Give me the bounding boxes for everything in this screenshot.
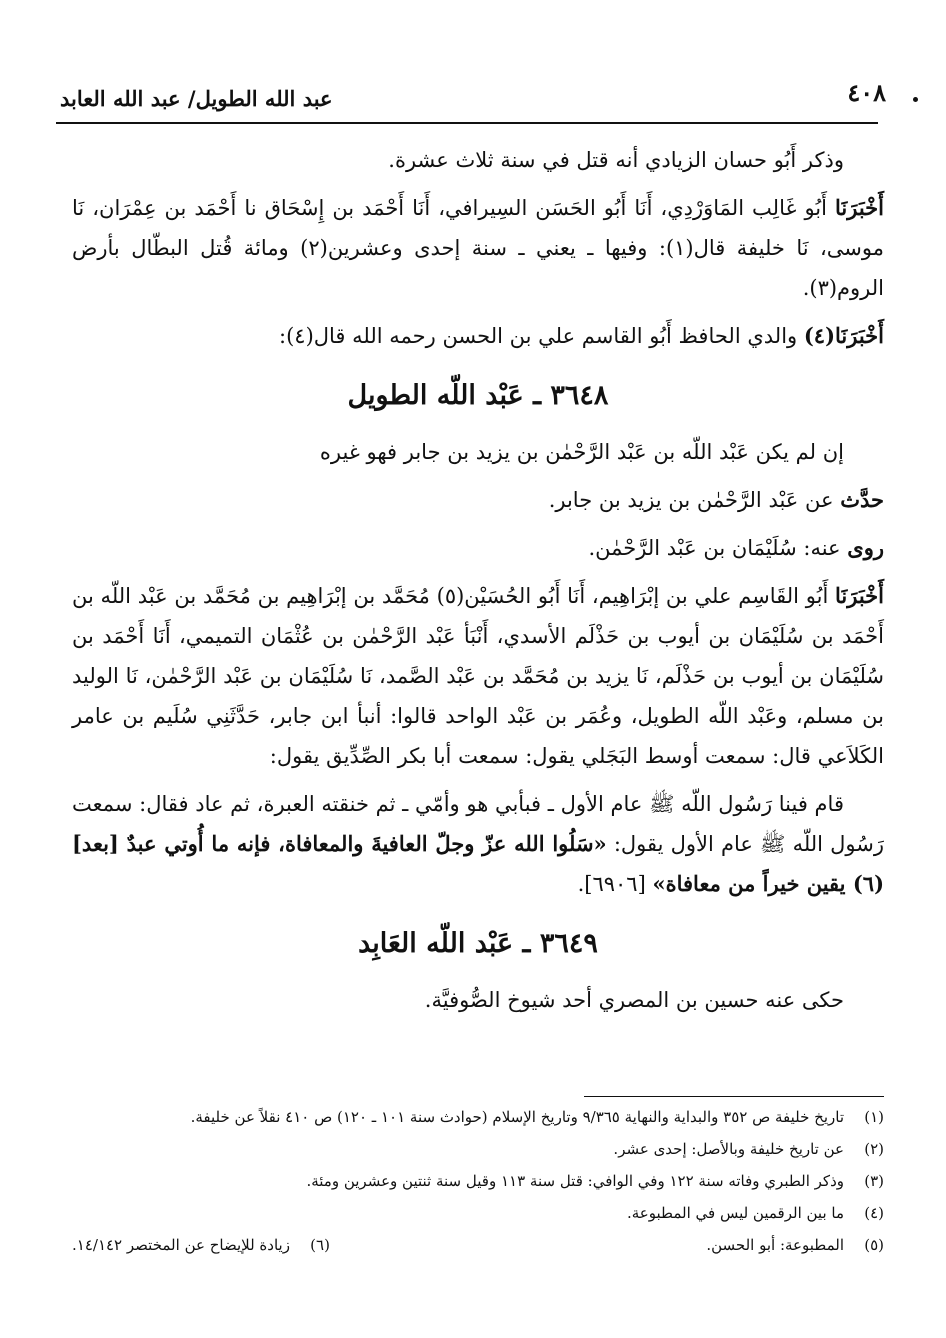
footnote-4 xyxy=(72,1200,884,1226)
paragraph-1: وذكر أَبُو حسان الزيادي أنه قتل في سنة ثلاث عشرة. xyxy=(388,148,844,172)
paragraph-3-text: والدي الحافظ أَبُو القاسم علي بن الحسن رحمه الله قال(٤): xyxy=(279,324,798,348)
footnote-number: (٤) xyxy=(864,1204,884,1222)
footnote-5 xyxy=(706,1232,884,1258)
footnote-text: وذكر الطبري وفاته سنة ١٢٢ وفي الوافي: قتل سنة ١١٣ وقيل سنة ثنتين وعشرين ومئة. xyxy=(306,1172,844,1190)
footnotes xyxy=(72,1104,884,1264)
margin-dot xyxy=(913,97,918,102)
paragraph-6 xyxy=(72,528,884,568)
footnote-number: (٦) xyxy=(310,1236,330,1254)
entry-heading-3648: ٣٦٤٨ ـ عَبْد اللّه الطويل xyxy=(347,380,609,411)
paragraph-8 xyxy=(72,784,884,904)
paragraph-5-text: عن عَبْد الرَّحْمٰن بن يزيد بن جابر. xyxy=(548,488,834,512)
footnote-number: (٥) xyxy=(864,1236,884,1254)
footnote-text: المطبوعة: أبو الحسن. xyxy=(706,1236,844,1254)
footnote-text: زيادة للإيضاح عن المختصر ١٤/١٤٢. xyxy=(72,1236,290,1254)
footnote-text: ما بين الرقمين ليس في المطبوعة. xyxy=(626,1204,844,1222)
paragraph-7-text: أَبُو القَاسِم علي بن إبْرَاهِيم، أَنَا أَبُو الحُسَيْن(٥) مُحَمَّد بن إبْرَاهِيم بن مُحَمَّد بن عَبْد اللّه بن أَحْمَد بن سُلَيْمَان بن أيوب بن حَذْلَم الأسدي، أَنْبَأ عَبْد الرَّحْمٰن بن عُثْمَان التميمي، أَنَا أَحْمَد بن سُلَيْمَان بن أيوب بن حَذْلَم، نَا يزيد بن مُحَمَّد بن عَبْد الصَّمد، نَا سُلَيْمَان بن عَبْد الرَّحْمٰن، نَا الوليد بن مسلم، وعَبْد اللّه الطويل، وعُمَر بن عَبْد الواحد قالوا: أنبأ ابن جابر، حَدَّثَنِي سُلَيم بن عامر الكَلاَعي قال: سمعت أوسط البَجَلي يقول: سمعت أبا بكر الصِّدِّيق يقول: xyxy=(72,584,884,768)
page-header xyxy=(60,78,886,118)
main-text xyxy=(72,140,884,1028)
footnote-rule xyxy=(584,1096,884,1097)
paragraph-3 xyxy=(72,316,884,356)
page-number: ٤٠٨ xyxy=(847,78,886,107)
paragraph-2-text: أَبُو غَالِب المَاوَرْدِي، أَنَا أَبُو الحَسَن السِيرافي، أَنَا أَحْمَد بن إِسْحَاق نا أَحْمَد بن عِمْرَان، نَا موسى، نَا خليفة قال(١): وفيها ـ يعني ـ سنة إحدى وعشرين(٢) ومائة قُتل البطّال بأرض الروم(٣). xyxy=(72,196,884,300)
header-rule xyxy=(56,122,878,124)
footnote-2 xyxy=(72,1136,884,1162)
paragraph-6-text: عنه: سُلَيْمَان بن عَبْد الرَّحْمٰن. xyxy=(588,536,841,560)
keyword-akhbarana: أَخْبَرَنَا xyxy=(835,583,884,608)
paragraph-4: إن لم يكن عَبْد اللّه بن عَبْد الرَّحْمٰن بن يزيد بن جابر فهو غيره xyxy=(319,440,844,464)
footnote-number: (١) xyxy=(864,1108,884,1126)
paragraph-9: حكى عنه حسين بن المصري أحد شيوخ الصُّوفيَّة. xyxy=(424,988,844,1012)
footnote-1 xyxy=(72,1104,884,1130)
footnote-row-5-6 xyxy=(72,1232,884,1264)
paragraph-7 xyxy=(72,576,884,776)
footnote-text: عن تاريخ خليفة وبالأصل: إحدى عشر. xyxy=(613,1140,844,1158)
footnote-3 xyxy=(72,1168,884,1194)
hadith-number: [٦٩٠٦]. xyxy=(577,872,646,896)
entry-heading-3649: ٣٦٤٩ ـ عَبْد اللّه العَابِد xyxy=(358,928,598,959)
paragraph-5 xyxy=(72,480,884,520)
hadith-text: «سَلُوا الله عزّ وجلّ العافيةَ والمعافاة، فإنه ما أُوتي عبدٌ [بعد](٦) يقين خيراً من معافاة» xyxy=(72,831,884,896)
keyword-haddath: حدَّث xyxy=(840,487,884,512)
footnote-number: (٢) xyxy=(864,1140,884,1158)
paragraph-2 xyxy=(72,188,884,308)
paragraph-8-text: قام فينا رَسُول اللّه ﷺ عام الأول ـ فبأبي هو وأمّي ـ ثم خنقته العبرة، ثم عاد فقال: سمعت رَسُول اللّه ﷺ عام الأول يقول: xyxy=(72,792,884,856)
footnote-text: تاريخ خليفة ص ٣٥٢ والبداية والنهاية ٩/٣٦٥ وتاريخ الإسلام (حوادث سنة ١٠١ ـ ١٢٠) ص ٤١٠ نقلاً عن خليفة. xyxy=(190,1108,844,1126)
running-title: عبد الله الطويل/ عبد الله العابد xyxy=(60,86,333,111)
keyword-akhbarana: أَخْبَرَنَا xyxy=(835,195,884,220)
keyword-rawa: روى xyxy=(847,535,884,560)
footnote-6 xyxy=(72,1232,330,1258)
footnote-number: (٣) xyxy=(864,1172,884,1190)
keyword-akhbarana: أَخْبَرَنَا(٤) xyxy=(803,323,884,348)
